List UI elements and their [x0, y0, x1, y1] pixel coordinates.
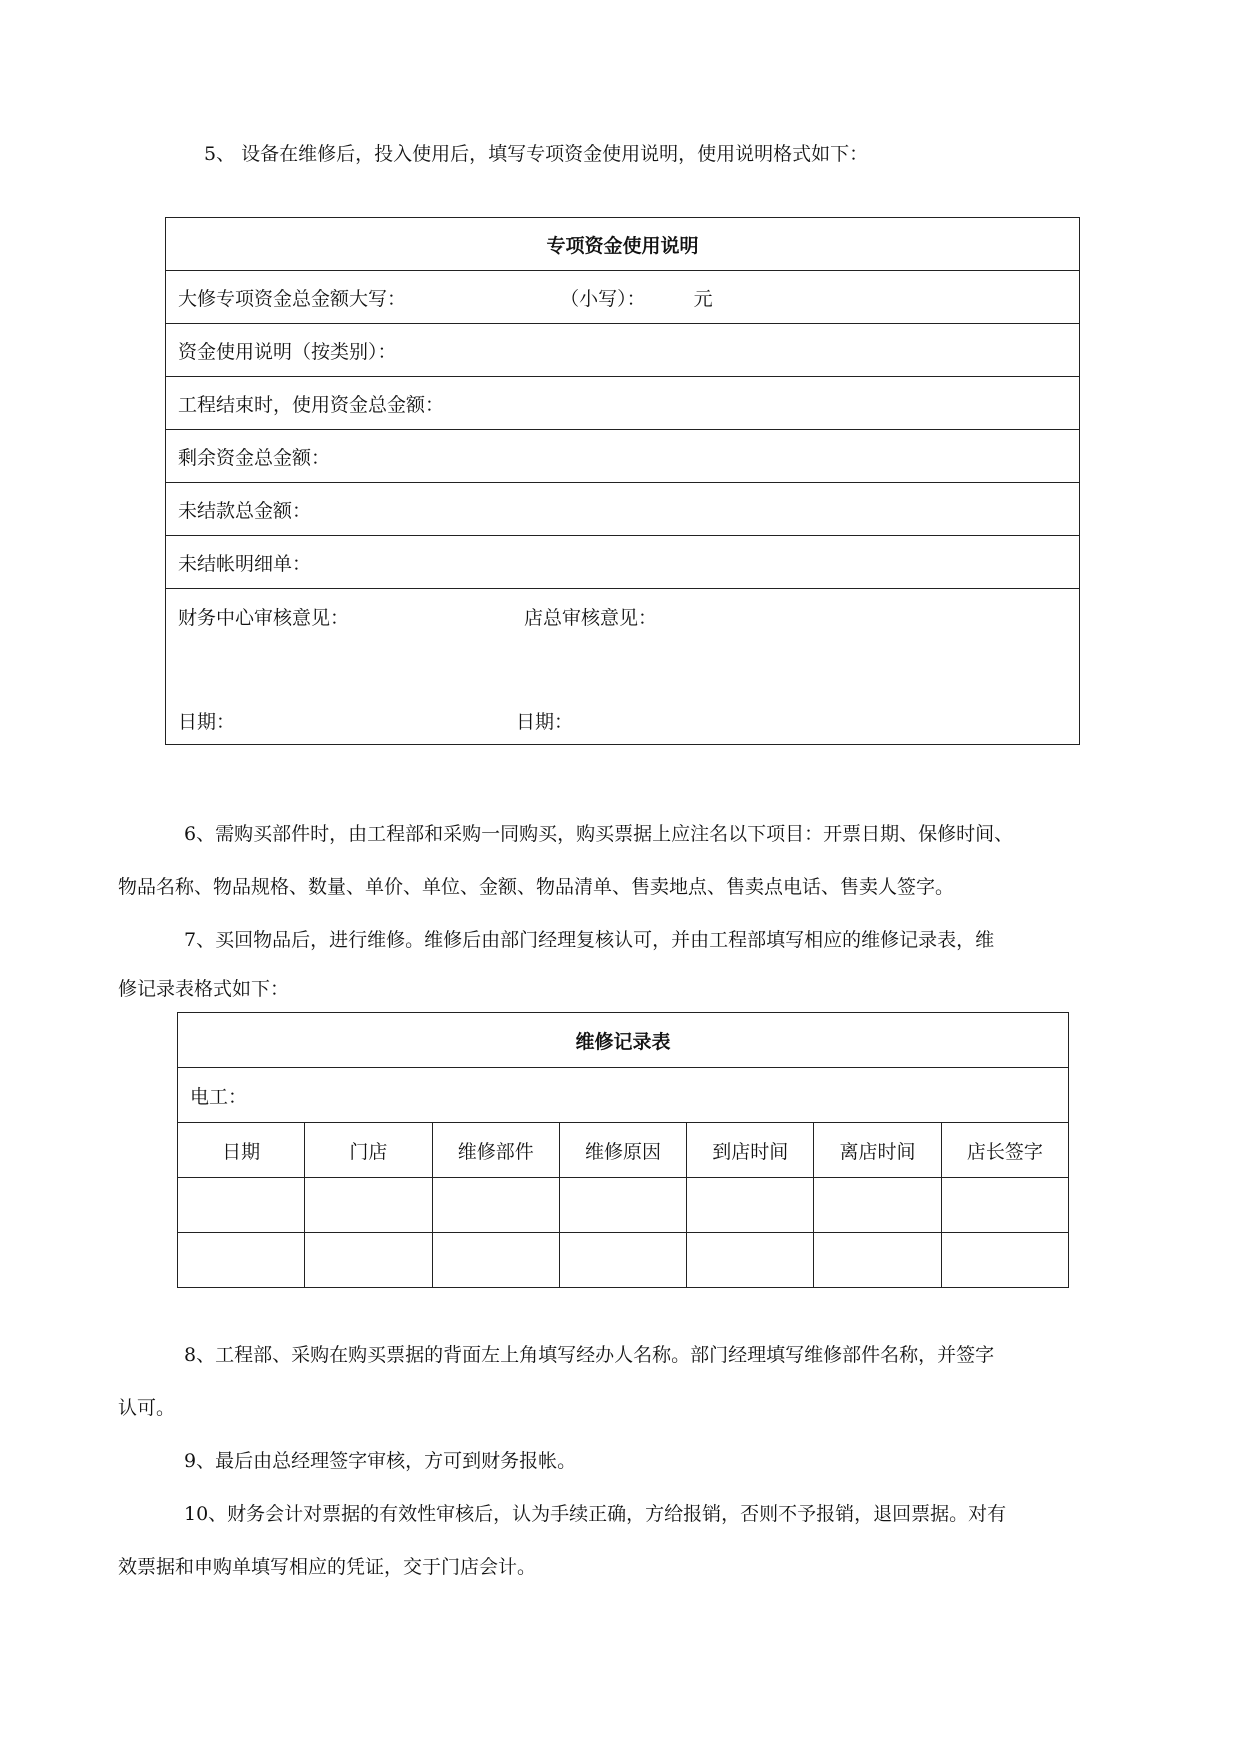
used-total-row: 工程结束时，使用资金总金额：	[166, 377, 1080, 430]
blank-cell	[178, 1233, 305, 1288]
small-write-label: （小写）：	[560, 287, 646, 310]
repair-header-row	[178, 1123, 1069, 1178]
header-store: 门店	[305, 1123, 432, 1178]
header-leave: 离店时间	[814, 1123, 941, 1178]
date-left-label: 日期：	[178, 711, 236, 733]
gm-review-label: 店总审核意见：	[524, 607, 658, 629]
header-sign: 店长签字	[941, 1123, 1068, 1178]
item-9: 9、最后由总经理签字审核，方可到财务报帐。	[184, 1450, 577, 1472]
item-8: 8、工程部、采购在购买票据的背面左上角填写经办人名称。部门经理填写维修部件名称，并签字 认可。	[118, 1344, 995, 1419]
total-capital-row	[166, 271, 1080, 324]
blank-cell	[814, 1233, 941, 1288]
repair-blank-row	[178, 1233, 1069, 1288]
repair-blank-row	[178, 1178, 1069, 1233]
blank-cell	[559, 1178, 686, 1233]
yuan-label: 元	[693, 287, 713, 310]
blank-cell	[178, 1178, 305, 1233]
header-part: 维修部件	[432, 1123, 559, 1178]
date-right-label: 日期：	[516, 711, 574, 733]
item-10: 10、财务会计对票据的有效性审核后，认为手续正确，方给报销，否则不予报销，退回票据。对有 效票据和申购单填写相应的凭证，交于门店会计。	[118, 1503, 1007, 1578]
blank-cell	[941, 1233, 1068, 1288]
fund-table-title: 专项资金使用说明	[166, 218, 1080, 271]
remaining-row: 剩余资金总金额：	[166, 430, 1080, 483]
blank-cell	[941, 1178, 1068, 1233]
blank-cell	[814, 1178, 941, 1233]
blank-cell	[432, 1233, 559, 1288]
blank-cell	[305, 1178, 432, 1233]
repair-record-table	[177, 1012, 1069, 1288]
unsettled-detail-row: 未结帐明细单：	[166, 536, 1080, 589]
repair-table-title: 维修记录表	[178, 1013, 1069, 1068]
blank-cell	[305, 1233, 432, 1288]
header-arrive: 到店时间	[687, 1123, 814, 1178]
blank-cell	[559, 1233, 686, 1288]
unsettled-row: 未结款总金额：	[166, 483, 1080, 536]
review-cell	[166, 589, 1080, 745]
item-7: 7、买回物品后，进行维修。维修后由部门经理复核认可，并由工程部填写相应的维修记录表，维 修记录表格式如下：	[118, 929, 995, 1000]
usage-desc-row: 资金使用说明（按类别）：	[166, 324, 1080, 377]
finance-review-label: 财务中心审核意见：	[178, 607, 350, 629]
blank-cell	[687, 1178, 814, 1233]
electrician-row: 电工：	[178, 1068, 1069, 1123]
blank-cell	[432, 1178, 559, 1233]
item-6: 6、需购买部件时，由工程部和采购一同购买，购买票据上应注名以下项目：开票日期、保修时间、 物品名称、物品规格、数量、单价、单位、金额、物品清单、售卖地点、售卖点电话、售卖人签字。	[118, 823, 1014, 898]
item-5: 5、 设备在维修后，投入使用后，填写专项资金使用说明，使用说明格式如下：	[204, 143, 869, 165]
fund-usage-table	[165, 217, 1080, 745]
blank-cell	[687, 1233, 814, 1288]
header-reason: 维修原因	[559, 1123, 686, 1178]
total-capital-label: 大修专项资金总金额大写：	[178, 287, 407, 310]
header-date: 日期	[178, 1123, 305, 1178]
